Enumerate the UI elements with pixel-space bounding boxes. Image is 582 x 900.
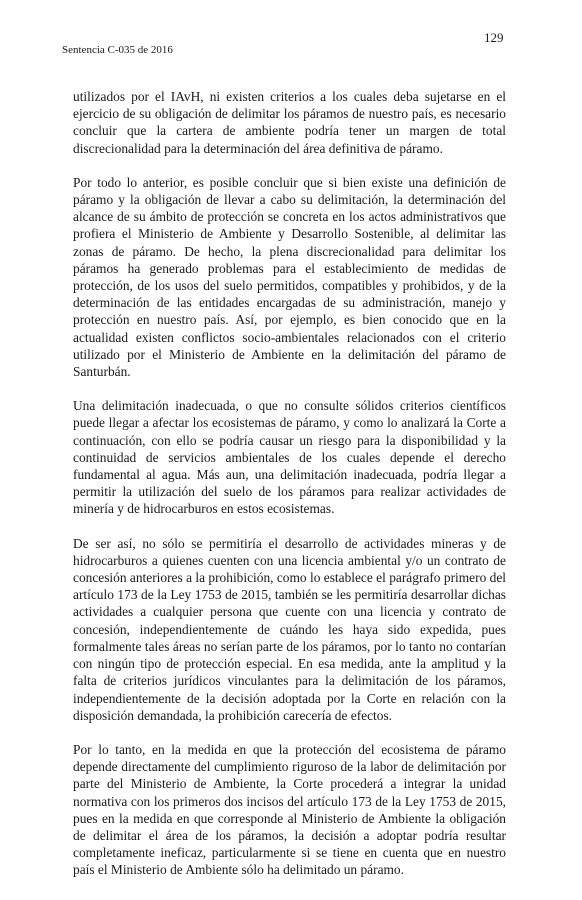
paragraph: Por todo lo anterior, es posible concluir que si bien existe una definición de páramo y la obligación de llevar a cabo su delimitación, la determinación del alcance de su ámbito de protección se concreta en los actos administrativos que profiera el Ministerio de Ambiente y Desarrollo Sostenible, al delimitar las zonas de páramo. De hecho, la plena discrecionalidad para delimitar los páramos ha generado problemas para el establecimiento de medidas de protección, de los usos del suelo permitidos, compatibles y prohibidos, y de la determinación de las entidades encargadas de su administración, manejo y protección en nuestro país. Así, por ejemplo, es bien conocido que en la actualidad existen conflictos socio-ambientales relacionados con el criterio utilizado por el Ministerio de Ambiente en la delimitación del páramo de Santurbán. bbox=[73, 174, 506, 380]
page-number: 129 bbox=[484, 30, 504, 45]
paragraph: Una delimitación inadecuada, o que no consulte sólidos criterios científicos puede llegar a afectar los ecosistemas de páramo, y como lo analizará la Corte a continuación, con ello se podría causar un riesgo para la disponibilidad y la continuidad de servicios ambientales de los cuales depende el derecho fundamental al agua. Más aun, una delimitación inadecuada, podría llegar a permitir la utilización del suelo de los páramos para realizar actividades de minería y de hidrocarburos en estos ecosistemas. bbox=[73, 398, 506, 517]
paragraph: utilizados por el IAvH, ni existen criterios a los cuales deba sujetarse en el ejercicio de su obligación de delimitar los páramos de nuestro país, es necesario concluir que la cartera de ambiente podría tener un margen de total discrecionalidad para la determinación del área definitiva de páramo. bbox=[73, 89, 506, 156]
paragraph: De ser así, no sólo se permitiría el desarrollo de actividades mineras y de hidrocarburos a quienes cuenten con una licencia ambiental y/o un contrato de concesión anteriores a la prohibición, como lo establece el parágrafo primero del artículo 173 de la Ley 1753 de 2015, también se les permitiría desarrollar dichas actividades a cualquier persona que cuente con una licencia y contrato de concesión, independientemente de cuándo les haya sido expedida, pues formalmente tales áreas no serían parte de los páramos, por lo tanto no contarían con ningún tipo de protección especial. En esa medida, ante la amplitud y la falta de criterios jurídicos vinculantes para la delimitación de los páramos, independientemente de la decisión adoptada por la Corte en relación con la disposición demandada, la prohibición carecería de efectos. bbox=[73, 535, 506, 723]
running-header: Sentencia C-035 de 2016 bbox=[62, 44, 173, 56]
paragraph: Por lo tanto, en la medida en que la protección del ecosistema de páramo depende directamente del cumplimiento riguroso de la labor de delimitación por parte del Ministerio de Ambiente, la Corte procederá a integrar la unidad normativa con los primeros dos incisos del artículo 173 de la Ley 1753 de 2015, pues en la medida en que corresponde al Ministerio de Ambiente la obligación de delimitar el área de los páramos, la decisión a adoptar podría resultar completamente ineficaz, particularmente si se tiene en cuenta que en nuestro país el Ministerio de Ambiente sólo ha delimitado un páramo. bbox=[73, 741, 506, 878]
document-body bbox=[73, 88, 506, 896]
